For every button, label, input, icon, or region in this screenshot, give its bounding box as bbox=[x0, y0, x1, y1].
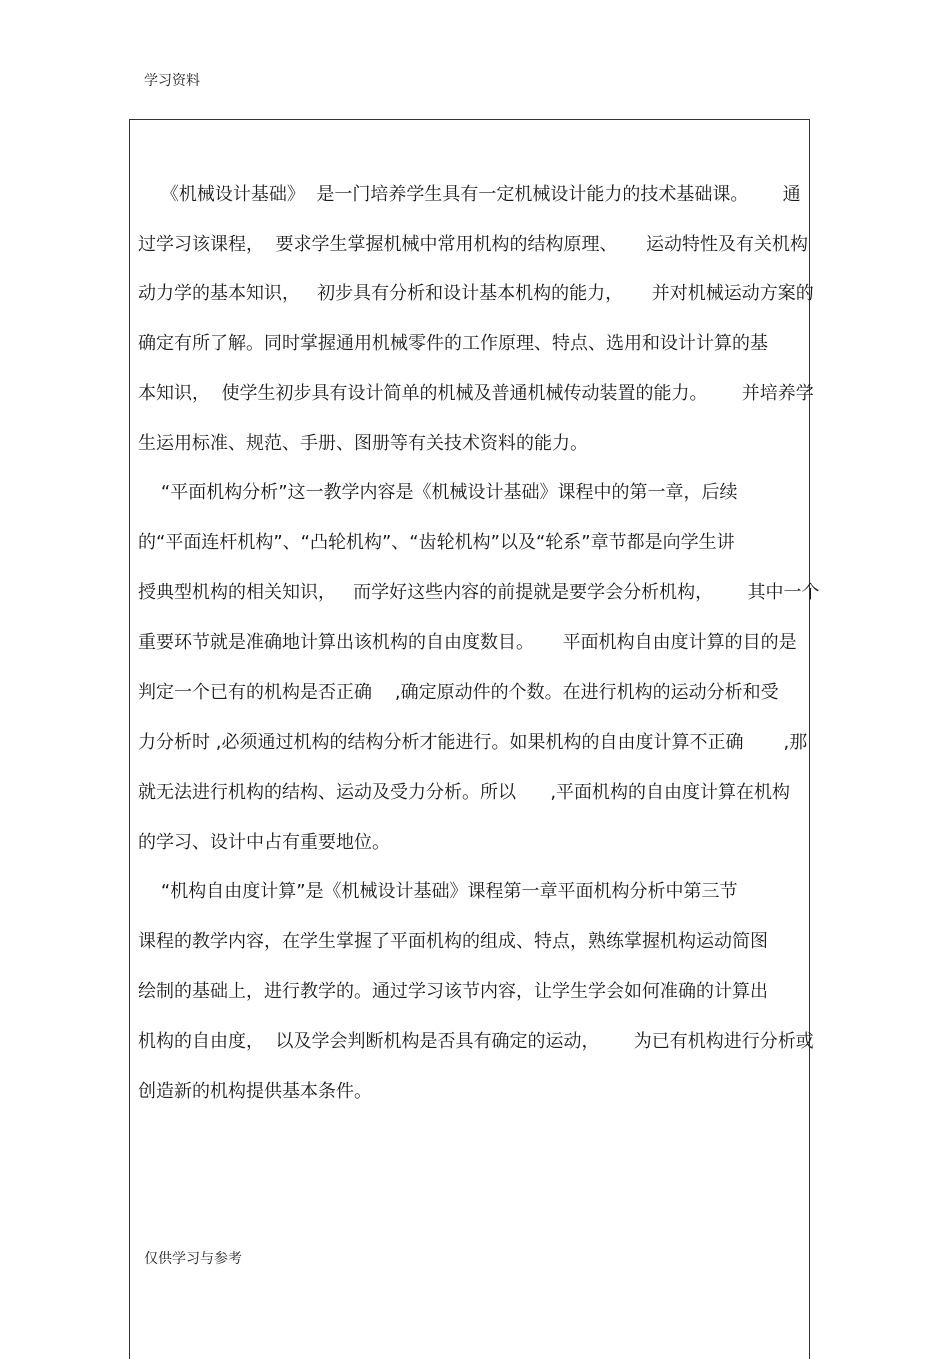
paragraph-2-line-6: 力分析时 ,必须通过机构的结构分析才能进行。如果机构的自由度计算不正确 ,那 bbox=[138, 732, 808, 753]
paragraph-3-line-5: 创造新的机构提供基本条件。 bbox=[138, 1081, 372, 1102]
paragraph-1-line-5: 本知识， 使学生初步具有设计简单的机械及普通机械传动装置的能力。 并培养学 bbox=[138, 383, 814, 404]
paragraph-2-line-3: 授典型机构的相关知识， 而学好这些内容的前提就是要学会分析机构， 其中一个 bbox=[138, 582, 820, 603]
page-header: 学习资料 bbox=[144, 73, 200, 89]
paragraph-1-line-3: 动力学的基本知识， 初步具有分析和设计基本机构的能力， 并对机械运动方案的 bbox=[138, 283, 814, 304]
paragraph-2-line-7: 就无法进行机构的结构、运动及受力分析。所以 ,平面机构的自由度计算在机构 bbox=[138, 782, 791, 803]
paragraph-3-line-4: 机构的自由度， 以及学会判断机构是否具有确定的运动， 为已有机构进行分析或 bbox=[138, 1031, 814, 1052]
paragraph-3-line-3: 绘制的基础上，进行教学的。通过学习该节内容，让学生学会如何准确的计算出 bbox=[138, 981, 768, 1002]
paragraph-2-line-1: “平面机构分析”这一教学内容是《机械设计基础》课程中的第一章，后续 bbox=[138, 482, 738, 503]
paragraph-2-line-5: 判定一个已有的机构是否正确 ,确定原动件的个数。在进行机构的运动分析和受 bbox=[138, 682, 779, 703]
paragraph-2-line-2: 的“平面连杆机构”、“凸轮机构”、“齿轮机构”以及“轮系”章节都是向学生讲 bbox=[138, 532, 735, 553]
paragraph-3-line-1: “机构自由度计算”是《机械设计基础》课程第一章平面机构分析中第三节 bbox=[138, 881, 738, 902]
paragraph-3-line-2: 课程的教学内容，在学生掌握了平面机构的组成、特点，熟练掌握机构运动简图 bbox=[138, 931, 768, 952]
paragraph-1-line-2: 过学习该课程， 要求学生掌握机械中常用机构的结构原理、 运动特性及有关机构 bbox=[138, 234, 809, 255]
paragraph-2-line-8: 的学习、设计中占有重要地位。 bbox=[138, 832, 390, 853]
paragraph-1-line-6: 生运用标准、规范、手册、图册等有关技术资料的能力。 bbox=[138, 433, 588, 454]
paragraph-1-line-1: 《机械设计基础》 是一门培养学生具有一定机械设计能力的技术基础课。 通 bbox=[138, 184, 801, 205]
page-footer: 仅供学习与参考 bbox=[144, 1251, 242, 1267]
paragraph-1-line-4: 确定有所了解。同时掌握通用机械零件的工作原理、特点、选用和设计计算的基 bbox=[138, 333, 768, 354]
paragraph-2-line-4: 重要环节就是准确地计算出该机构的自由度数目。 平面机构自由度计算的目的是 bbox=[138, 632, 797, 653]
